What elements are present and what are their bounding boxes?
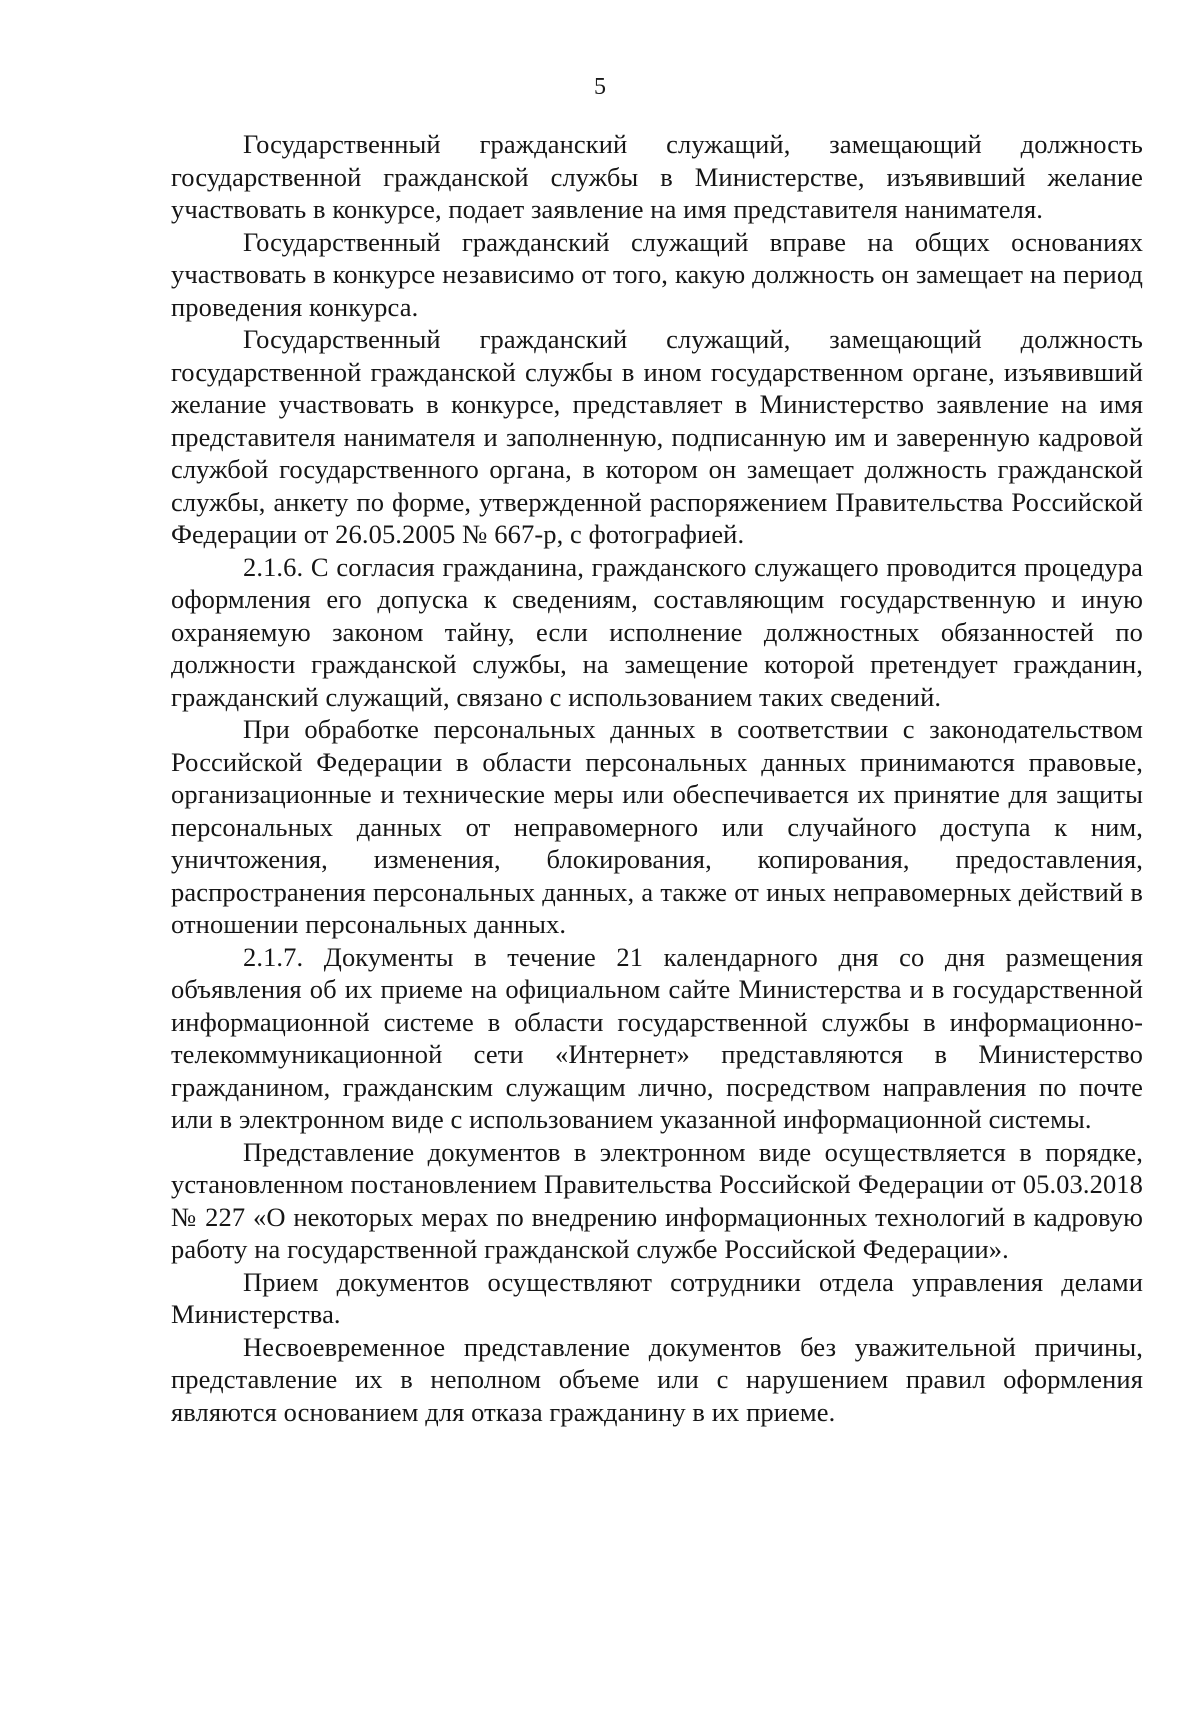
paragraph: Несвоевременное представление документов без уважительной причины, представление их в неполном объеме или с нарушением правил оформления являются основанием для отказа гражданину в их приеме.	[171, 1331, 1143, 1427]
page-number: 5	[594, 74, 606, 100]
paragraph: 2.1.7. Документы в течение 21 календарного дня со дня размещения объявления об их приеме на официальном сайте Министерства и в государственной информационной системе в области государственной службы в информационно-телекоммуникационной сети «Интернет» представляются в Министерство гражданином, гражданским служащим лично, посредством направления по почте или в электронном виде с использованием указанной информационной системы.	[171, 941, 1143, 1134]
paragraph: Государственный гражданский служащий вправе на общих основаниях участвовать в конкурсе независимо от того, какую должность он замещает на период проведения конкурса.	[171, 226, 1143, 322]
document-body	[171, 128, 1143, 1428]
paragraph: 2.1.6. С согласия гражданина, гражданского служащего проводится процедура оформления его допуска к сведениям, составляющим государственную и иную охраняемую законом тайну, если исполнение должностных обязанностей по должности гражданской службы, на замещение которой претендует гражданин, гражданский служащий, связано с использованием таких сведений.	[171, 551, 1143, 712]
paragraph: Представление документов в электронном виде осуществляется в порядке, установленном постановлением Правительства Российской Федерации от 05.03.2018 № 227 «О некоторых мерах по внедрению информационных технологий в кадровую работу на государственной гражданской службе Российской Федерации».	[171, 1136, 1143, 1264]
paragraph: При обработке персональных данных в соответствии с законодательством Российской Федерации в области персональных данных принимаются правовые, организационные и технические меры или обеспечивается их принятие для защиты персональных данных от неправомерного или случайного доступа к ним, уничтожения, изменения, блокирования, копирования, предоставления, распространения персональных данных, а также от иных неправомерных действий в отношении персональных данных.	[171, 714, 1143, 939]
paragraph: Государственный гражданский служащий, замещающий должность государственной гражданской службы в ином государственном органе, изъявивший желание участвовать в конкурсе, представляет в Министерство заявление на имя представителя нанимателя и заполненную, подписанную им и заверенную кадровой службой государственного органа, в котором он замещает должность гражданской службы, анкету по форме, утвержденной распоряжением Правительства Российской Федерации от 26.05.2005 № 667-р, с фотографией.	[171, 324, 1143, 549]
paragraph: Прием документов осуществляют сотрудники отдела управления делами Министерства.	[171, 1266, 1143, 1329]
paragraph: Государственный гражданский служащий, замещающий должность государственной гражданской службы в Министерстве, изъявивший желание участвовать в конкурсе, подает заявление на имя представителя нанимателя.	[171, 129, 1143, 224]
